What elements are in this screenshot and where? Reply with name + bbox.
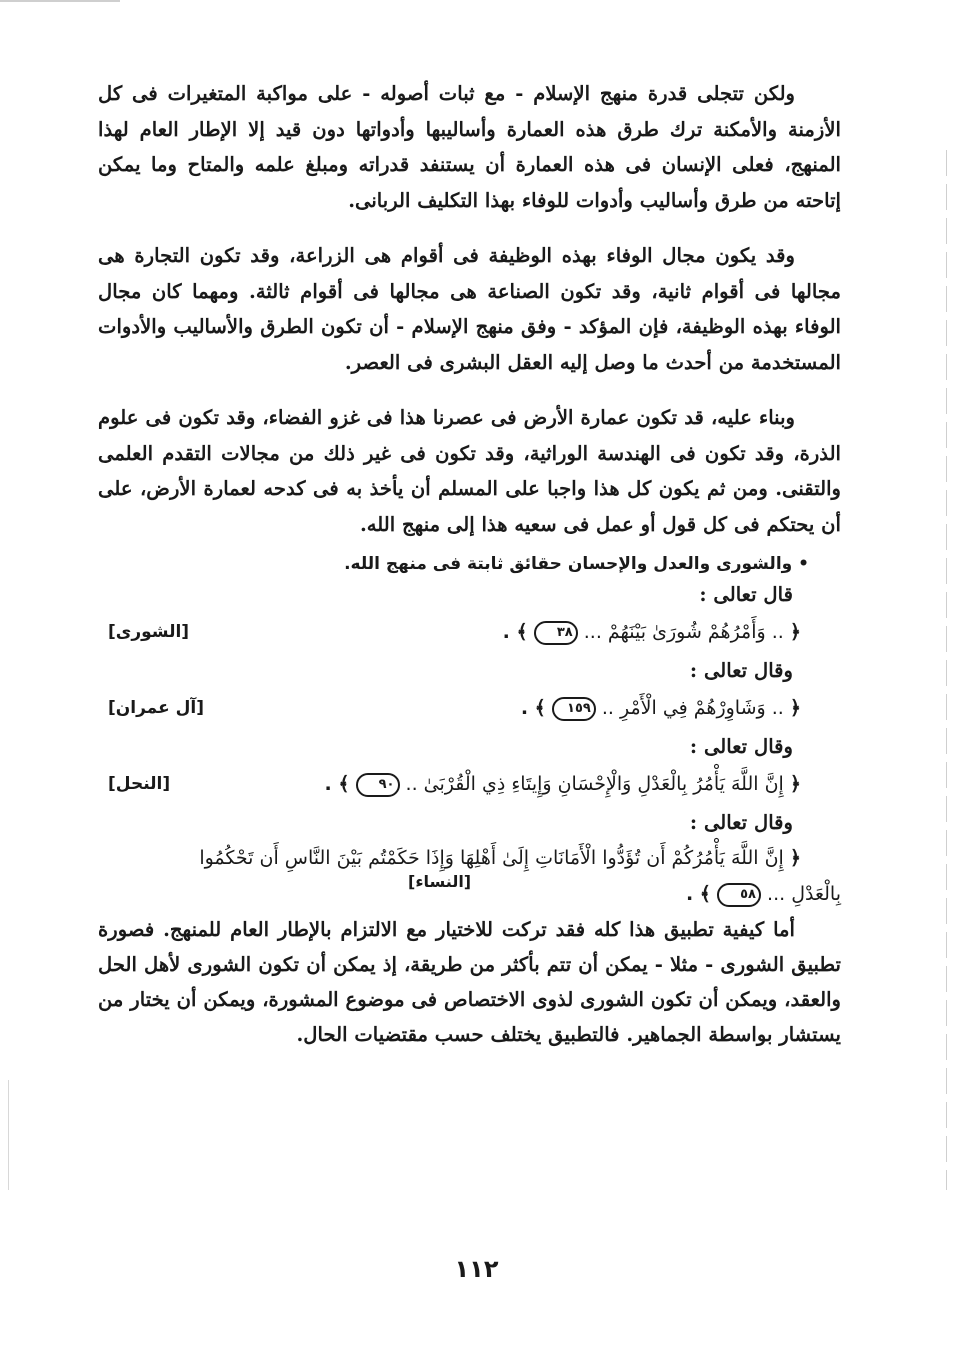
surah-reference-2: [آل عمران] xyxy=(108,698,204,719)
verse-text-1 xyxy=(503,615,801,651)
verse-words-4: إِنَّ اللَّهَ يَأْمُرُكُمْ أَن تُؤَدُّوا الْأَمَانَاتِ إِلَىٰ أَهْلِهَا وَإِذَا حَكَمْتُم بَيْنَ النَّاسِ أَن تَحْكُمُوا xyxy=(199,847,784,869)
ornate-bracket-close: ﴾ . xyxy=(324,773,350,796)
verse-intro-3: وقال تعالى : xyxy=(689,735,793,758)
surah-reference-3: [النحل] xyxy=(108,774,171,795)
ayah-number-badge: ١٥٩ xyxy=(552,697,596,721)
verse-words-1: .. وَأَمْرُهُمْ شُورَىٰ بَيْنَهُمْ ... xyxy=(583,621,784,644)
verse-text-3 xyxy=(324,767,801,803)
verse-words-4-tail: بِالْعَدْلِ ... xyxy=(767,883,841,905)
verse-text-2 xyxy=(521,691,801,727)
ornate-bracket-close: ﴾ . xyxy=(685,883,711,905)
ornate-bracket-open: ﴿ xyxy=(789,697,801,720)
ayah-number-badge: ٣٨ xyxy=(534,621,578,645)
ornate-bracket-open: ﴿ xyxy=(789,621,801,644)
paragraph-3: وبناء عليه، قد تكون عمارة الأرض فى عصرنا هذا فى غزو الفضاء، وقد تكون فى علوم الذرة، وقد تكون فى الهندسة الوراثية، وقد تكون فى غير ذلك من مجالات التقدم العلمى والتقنى. ومن ثم يكون كل هذا واجبا على المسلم أن يأخذ به فى كدحه لعمارة الأرض، على أن يحتكم فى كل قول أو عمل فى سعيه هذا إلى منهج الله. xyxy=(98,406,841,536)
page-body xyxy=(98,76,841,1052)
verse-words-2: .. وَشَاوِرْهُمْ فِي الْأَمْرِ .. xyxy=(601,697,784,720)
ayah-number-badge: ٩٠ xyxy=(356,773,400,797)
ornate-bracket-close: ﴾ . xyxy=(502,621,528,644)
scan-edge-right xyxy=(946,150,947,1190)
verse-block-2 xyxy=(98,688,841,730)
ornate-bracket-close: ﴾ . xyxy=(520,697,546,720)
verse-intro-1: قال تعالى : xyxy=(699,583,793,606)
ornate-bracket-open: ﴿ xyxy=(789,773,801,796)
verse-intro-2: وقال تعالى : xyxy=(689,659,793,682)
surah-reference-4: [النساء] xyxy=(408,872,472,891)
ayah-number-badge: ٥٨ xyxy=(717,883,761,907)
ornate-bracket-open: ﴿ xyxy=(789,847,801,869)
section-heading: • والشورى والعدل والإحسان حقائق ثابتة فى منهج الله. xyxy=(344,554,809,574)
scan-edge-top xyxy=(0,0,120,2)
verse-intro-4: وقال تعالى : xyxy=(689,811,793,834)
surah-reference-1: [الشورى] xyxy=(108,622,190,643)
verse-words-3: إِنَّ اللَّهَ يَأْمُرُ بِالْعَدْلِ وَالْإِحْسَانِ وَإِيتَاءِ ذِي الْقُرْبَىٰ .. xyxy=(405,773,784,796)
paragraph-1: ولكن تتجلى قدرة منهج الإسلام - مع ثبات أصوله - على مواكبة المتغيرات فى كل الأزمنة والأمكنة ترك طرق هذه العمارة وأساليبها وأدواتها دون قيد إلا الإطار العام لهذا المنهج، فعلى الإنسان فى هذه العمارة أن يستنفد قدراته ومبلغ علمه والمتاح وما يمكن إتاحته من طرق وأساليب وأدوات للوفاء بهذا التكليف الربانى. xyxy=(98,82,841,212)
page-number: ١١٢ xyxy=(454,1255,499,1283)
verse-block-3 xyxy=(98,764,841,806)
verse-tail-4 xyxy=(98,872,841,912)
scan-edge-left xyxy=(8,1080,9,1190)
paragraph-final: أما كيفية تطبيق هذا كله فقد تركت للاختيار مع الالتزام بالإطار العام للمنهج. فصورة تطبيق الشورى - مثلا - يمكن أن تتم بأكثر من طريقة، إذ يمكن أن تكون الشورى لأهل الحل والعقد، ويمكن أن تكون الشورى لذوى الاختصاص فى موضوع المشورة، ويمكن أن يختار من يستشار بواسطة الجماهير. فالتطبيق يختلف حسب مقتضيات الحال. xyxy=(98,918,841,1046)
paragraph-2: وقد يكون مجال الوفاء بهذه الوظيفة فى أقوام هى الزراعة، وقد تكون التجارة هى مجالها فى أقوام ثانية، وقد تكون الصناعة هى مجالها فى أقوام ثالثة. ومهما كان مجال الوفاء بهذه الوظيفة، فإن المؤكد - وفق منهج الإسلام - أن تكون الطرق والأساليب والأدوات المستخدمة من أحدث ما وصل إليه العقل البشرى فى العصر. xyxy=(98,244,841,374)
verse-block-1 xyxy=(98,612,841,654)
